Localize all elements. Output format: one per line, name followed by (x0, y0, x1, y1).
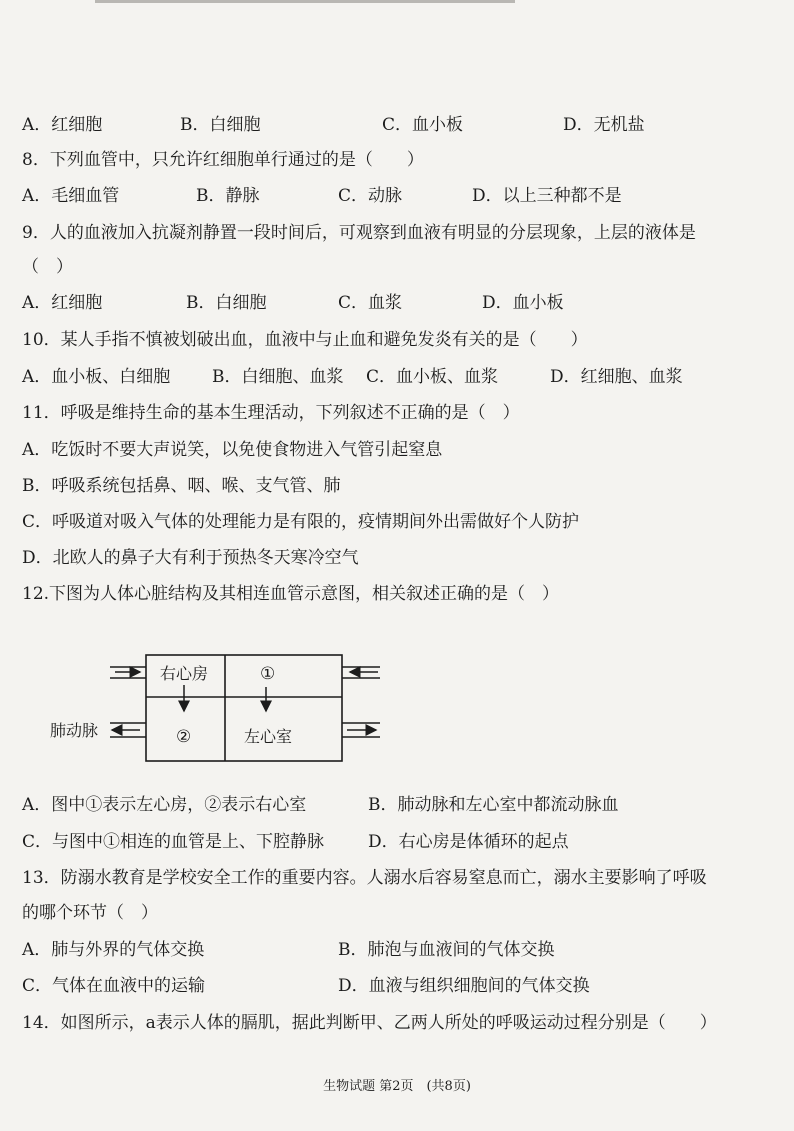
q11-option-c[interactable]: C．呼吸道对吸入气体的处理能力是有限的，疫情期间外出需做好个人防护 (22, 512, 580, 532)
pulmonary-artery-label: 肺动脉 (50, 721, 99, 740)
q8-option-b[interactable]: B．静脉 (196, 186, 260, 206)
q14-stem: 14．如图所示，a表示人体的膈肌，据此判断甲、乙两人所处的呼吸运动过程分别是（ ） (22, 1013, 717, 1033)
q10-stem: 10．某人手指不慎被划破出血，血液中与止血和避免发炎有关的是（ ） (22, 330, 588, 350)
q11-option-d[interactable]: D．北欧人的鼻子大有利于预热冬天寒冷空气 (22, 548, 359, 568)
q13-stem: 13．防溺水教育是学校安全工作的重要内容。人溺水后容易窒息而亡，溺水主要影响了呼吸 (22, 868, 707, 888)
q9-option-d[interactable]: D．血小板 (482, 293, 564, 313)
q13-option-d[interactable]: D．血液与组织细胞间的气体交换 (338, 976, 590, 996)
q12-option-c[interactable]: C．与图中①相连的血管是上、下腔静脉 (22, 832, 325, 852)
q9-option-b[interactable]: B．白细胞 (186, 293, 267, 313)
right-atrium-label: 右心房 (160, 664, 209, 683)
q12-option-a[interactable]: A．图中①表示左心房，②表示右心室 (22, 795, 307, 815)
q11-option-a[interactable]: A．吃饭时不要大声说笑，以免使食物进入气管引起窒息 (22, 440, 443, 460)
heart-diagram (40, 645, 380, 770)
q13-option-b[interactable]: B．肺泡与血液间的气体交换 (338, 940, 555, 960)
q8-option-c[interactable]: C．动脉 (338, 186, 403, 206)
q10-option-a[interactable]: A．血小板、白细胞 (22, 367, 171, 387)
page-top-edge (95, 0, 515, 3)
q10-option-d[interactable]: D．红细胞、血浆 (550, 367, 683, 387)
page-footer: 生物试题 第2页 (共8页) (323, 1079, 471, 1094)
left-ventricle-label: 左心室 (244, 727, 293, 746)
chamber-1-label: ① (260, 664, 276, 684)
q9-option-a[interactable]: A．红细胞 (22, 293, 103, 313)
q11-stem: 11．呼吸是维持生命的基本生理活动，下列叙述不正确的是（ ） (22, 403, 520, 423)
q8-option-d[interactable]: D．以上三种都不是 (472, 186, 622, 206)
q7-option-a[interactable]: A．红细胞 (22, 115, 103, 135)
q11-option-b[interactable]: B．呼吸系统包括鼻、咽、喉、支气管、肺 (22, 476, 341, 496)
q10-option-b[interactable]: B．白细胞、血浆 (212, 367, 344, 387)
q7-option-b[interactable]: B．白细胞 (180, 115, 261, 135)
q12-option-b[interactable]: B．肺动脉和左心室中都流动脉血 (368, 795, 619, 815)
q7-option-d[interactable]: D．无机盐 (563, 115, 645, 135)
q10-option-c[interactable]: C．血小板、血浆 (366, 367, 499, 387)
q12-option-d[interactable]: D．右心房是体循环的起点 (368, 832, 569, 852)
q8-stem: 8．下列血管中，只允许红细胞单行通过的是（ ） (22, 150, 424, 170)
q9-option-c[interactable]: C．血浆 (338, 293, 403, 313)
chamber-2-label: ② (176, 727, 192, 747)
q12-stem: 12.下图为人体心脏结构及其相连血管示意图，相关叙述正确的是（ ） (22, 584, 560, 604)
q9-stem: 9．人的血液加入抗凝剂静置一段时间后，可观察到血液有明显的分层现象，上层的液体是 (22, 223, 696, 243)
q9-answer-blank: （ ） (22, 257, 73, 277)
q13-option-c[interactable]: C．气体在血液中的运输 (22, 976, 206, 996)
q13-stem-cont: 的哪个环节（ ） (22, 903, 158, 923)
q13-option-a[interactable]: A．肺与外界的气体交换 (22, 940, 205, 960)
q7-option-c[interactable]: C．血小板 (382, 115, 464, 135)
q8-option-a[interactable]: A．毛细血管 (22, 186, 120, 206)
